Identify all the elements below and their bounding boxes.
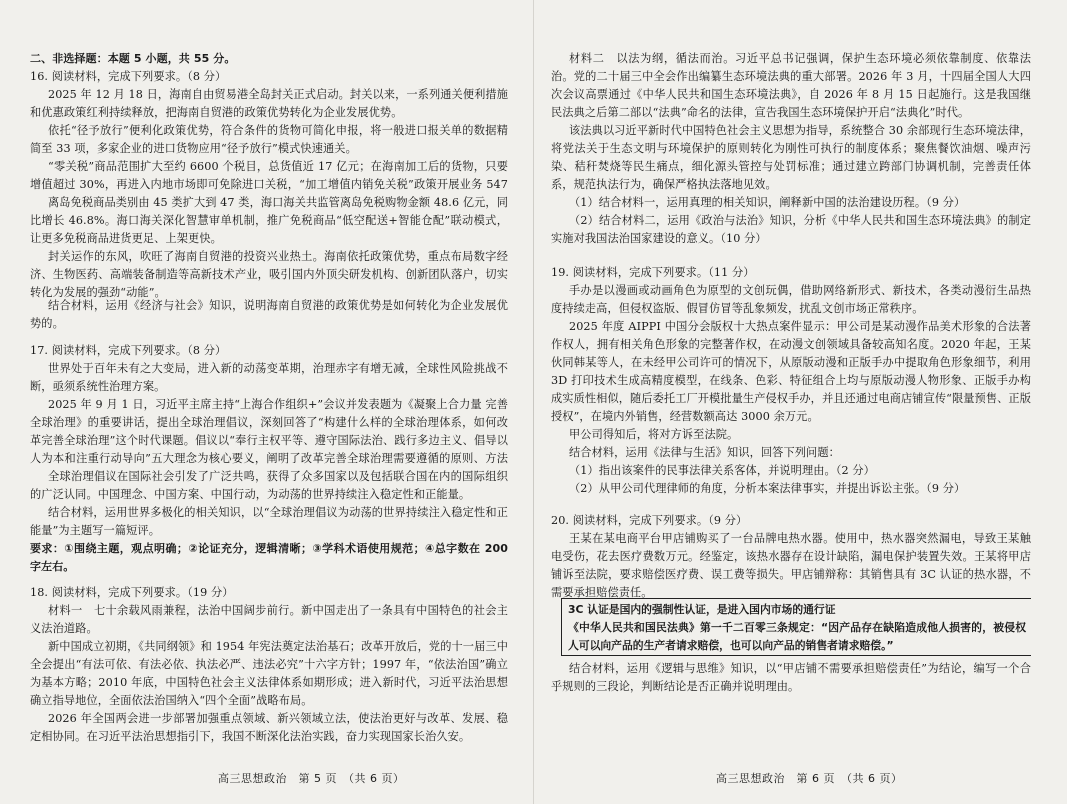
q16-paragraph-3: “零关税”商品范围扩大至约 6600 个税目，总货值近 17 亿元；在海南加工后的货物，只要增值超过 30%，再进入内地市场即可免除进口关税，“加工增值内销免关税”政策开展业务 547 [30, 160, 508, 191]
q20-header: 20. 阅读材料，完成下列要求。（9 分） [551, 514, 748, 527]
page-6-content [551, 0, 1031, 804]
q16-paragraph-4: 离岛免税商品类别由 45 类扩大到 47 类，海口海关共监管离岛免税购物金额 48.6 亿元，同比增长 46.8%。海口海关深化智慧审单机制，推广免税商品“低空配送+智能仓配”联动模式，让更多免税商品进货更足、上架更快。 [30, 196, 508, 245]
page-5 [0, 0, 533, 804]
q17-question: 结合材料，运用世界多极化的相关知识，以“全球治理倡议为动荡的世界持续注入稳定性和正能量”为主题写一篇短评。 [30, 506, 508, 537]
q18-paragraph-3: 2026 年全国两会进一步部署加强重点领域、新兴领域立法，使法治更好与改革、发展、稳定相协同。在习近平法治思想指引下，我国不断深化法治实践，奋力实现国家长治久安。 [30, 712, 508, 743]
q16-paragraph-2: 依托“径予放行”便利化政策优势，符合条件的货物可简化申报，将一般进口报关单的数据精简至 33 项，多家企业的进口货物应用“径予放行”模式快速通关。 [30, 124, 508, 155]
q18-material-2-paragraph-2: 该法典以习近平新时代中国特色社会主义思想为指导，系统整合 30 余部现行生态环境法律，将党法关于生态文明与环境保护的原则转化为刚性可执行的制度体系；聚焦餐饮油烟、噪声污染、秸秆焚烧等民生痛点，细化源头管控与处罚标准；通过建立跨部门协调机制，完善责任体系，规范执法行为，确保严格执法落地见效。 [551, 124, 1031, 191]
q17-paragraph-3: 全球治理倡议在国际社会引发了广泛共鸣，获得了众多国家以及包括联合国在内的国际组织的广泛认同。中国理念、中国方案、中国行动，为动荡的世界持续注入稳定性和正能量。 [30, 470, 508, 501]
q18-subquestion-2: （2）结合材料二，运用《政治与法治》知识，分析《中华人民共和国生态环境法典》的制定实施对我国法治国家建设的意义。（10 分） [551, 214, 1031, 245]
q16-paragraph-5: 封关运作的东风，吹旺了海南自贸港的投资兴业热土。海南依托政策优势，重点布局数字经济、生物医药、高端装备制造等高新技术产业，吸引国内外顶尖研发机构、创新团队落户，切实转化为发展的强劲“动能”。 [30, 250, 508, 299]
q19-subquestion-2: （2）从甲公司代理律师的角度，分析本案法律事实，并提出诉讼主张。（9 分） [569, 482, 966, 495]
page-5-footer: 高三思想政治 第 5 页 （共 6 页） [218, 772, 405, 785]
q18-material-1: 材料一 七十余载风雨兼程，法治中国阔步前行。新中国走出了一条具有中国特色的社会主义法治道路。 [30, 604, 508, 635]
q19-subquestion-1: （1）指出该案件的民事法律关系客体，并说明理由。（2 分） [569, 464, 875, 477]
q20-box-line-2: 《中华人民共和国民法典》第一千二百零三条规定：“因产品存在缺陷造成他人损害的，被侵权人可以向产品的生产者请求赔偿，也可以向产品的销售者请求赔偿。” [568, 621, 1026, 652]
q19-instruction: 结合材料，运用《法律与生活》知识，回答下列问题： [569, 446, 840, 459]
q17-requirements: 要求：①围绕主题，观点明确；②论证充分，逻辑清晰；③学科术语使用规范；④总字数在 200 字左右。 [30, 542, 508, 573]
q18-subquestion-1: （1）结合材料一，运用真理的相关知识，阐释新中国的法治建设历程。（9 分） [569, 196, 966, 209]
q19-paragraph-1: 手办是以漫画或动画角色为原型的文创玩偶，借助网络新形式、新技术，各类动漫衍生品热度持续走高，但侵权盗版、假冒仿冒等乱象频发，扰乱文创市场正常秩序。 [551, 284, 1031, 315]
q20-paragraph-1: 王某在某电商平台甲店铺购买了一台品牌电热水器。使用中，热水器突然漏电，导致王某触电受伤，花去医疗费数万元。经鉴定，该热水器存在设计缺陷，漏电保护装置失效。王某将甲店铺诉至法院，要求赔偿医疗费、误工费等损失。甲店铺辩称：其销售具有 3C 认证的热水器，不需要承担赔偿责任。 [551, 532, 1031, 599]
q16-question: 结合材料，运用《经济与社会》知识，说明海南自贸港的政策优势是如何转化为企业发展优势的。 [30, 299, 508, 330]
q19-paragraph-2: 2025 年度 AIPPI 中国分会版权十大热点案件显示：甲公司是某动漫作品美术形象的合法著作权人，拥有相关角色形象的完整著作权，在动漫文创领域具备较高知名度。2020 年起，王某伙同韩某等人，在未经甲公司许可的情况下，从原版动漫和正版手办中提取角色形象细节，利用 3D 打印技术生成高精度模型，在线条、色彩、特征组合上均与原版动漫人物形象、正版手办构成实质性相似，随后委托工厂开模批量生产侵权手办，并且还通过电商店铺宣传“限量预售、正版授权”，在境内外销售，经营数额高达 3000 余万元。 [551, 320, 1031, 423]
section-title: 二、非选择题：本题 5 小题，共 55 分。 [30, 52, 236, 65]
q17-header: 17. 阅读材料，完成下列要求。（8 分） [30, 344, 227, 357]
q18-material-2: 材料二 以法为纲，循法而治。习近平总书记强调，保护生态环境必须依靠制度、依靠法治。党的二十届三中全会作出编纂生态环境法典的重大部署。2026 年 3 月，十四届全国人大四次会议高票通过《中华人民共和国生态环境法典》，自 2026 年 8 月 15 日起施行。这是我国继民法典之后第二部以“法典”命名的法律，宣告我国生态环境保护开启“法典化”时代。 [551, 52, 1031, 119]
page-5-content [30, 0, 508, 804]
page-6 [534, 0, 1067, 804]
q20-box-line-1: 3C 认证是国内的强制性认证，是进入国内市场的通行证 [568, 603, 836, 616]
q17-paragraph-1: 世界处于百年未有之大变局，进入新的动荡变革期，治理赤字有增无减，全球性风险挑战不断，亟须系统性治理方案。 [30, 362, 508, 393]
page-6-footer: 高三思想政治 第 6 页 （共 6 页） [716, 772, 903, 785]
q20-question: 结合材料，运用《逻辑与思维》知识，以“甲店铺不需要承担赔偿责任”为结论，编写一个合乎规则的三段论，判断结论是否正确并说明理由。 [551, 662, 1031, 693]
q20-info-box [561, 598, 1031, 656]
q18-paragraph-2: 新中国成立初期，《共同纲领》和 1954 年宪法奠定法治基石；改革开放后，党的十一届三中全会提出“有法可依、有法必依、执法必严、违法必究”十六字方针；1997 年，“依法治国”确立为基本方略；2010 年底，中国特色社会主义法律体系如期形成；进入新时代，习近平法治思想确立指导地位，全面依法治国纳入“四个全面”战略布局。 [30, 640, 508, 707]
q16-header: 16. 阅读材料，完成下列要求。（8 分） [30, 70, 227, 83]
q19-paragraph-3: 甲公司得知后，将对方诉至法院。 [569, 428, 739, 441]
q16-paragraph-1: 2025 年 12 月 18 日，海南自由贸易港全岛封关正式启动。封关以来，一系列通关便利措施和优惠政策红利持续释放，把海南自贸港的政策优势转化为企业发展优势。 [30, 88, 508, 119]
q18-header: 18. 阅读材料，完成下列要求。（19 分） [30, 586, 234, 599]
q17-paragraph-2: 2025 年 9 月 1 日，习近平主席主持“上海合作组织+”会议并发表题为《凝聚上合力量 完善全球治理》的重要讲话，提出全球治理倡议，深刻回答了“构建什么样的全球治理体系，如何改革完善全球治理”这个时代课题。倡议以“奉行主权平等、遵守国际法治、践行多边主义、倡导以人为本和注重行动导向”五大理念为核心要义，阐明了改革完善全球治理需要遵循的原则、方法 [30, 398, 508, 465]
q19-header: 19. 阅读材料，完成下列要求。（11 分） [551, 266, 755, 279]
